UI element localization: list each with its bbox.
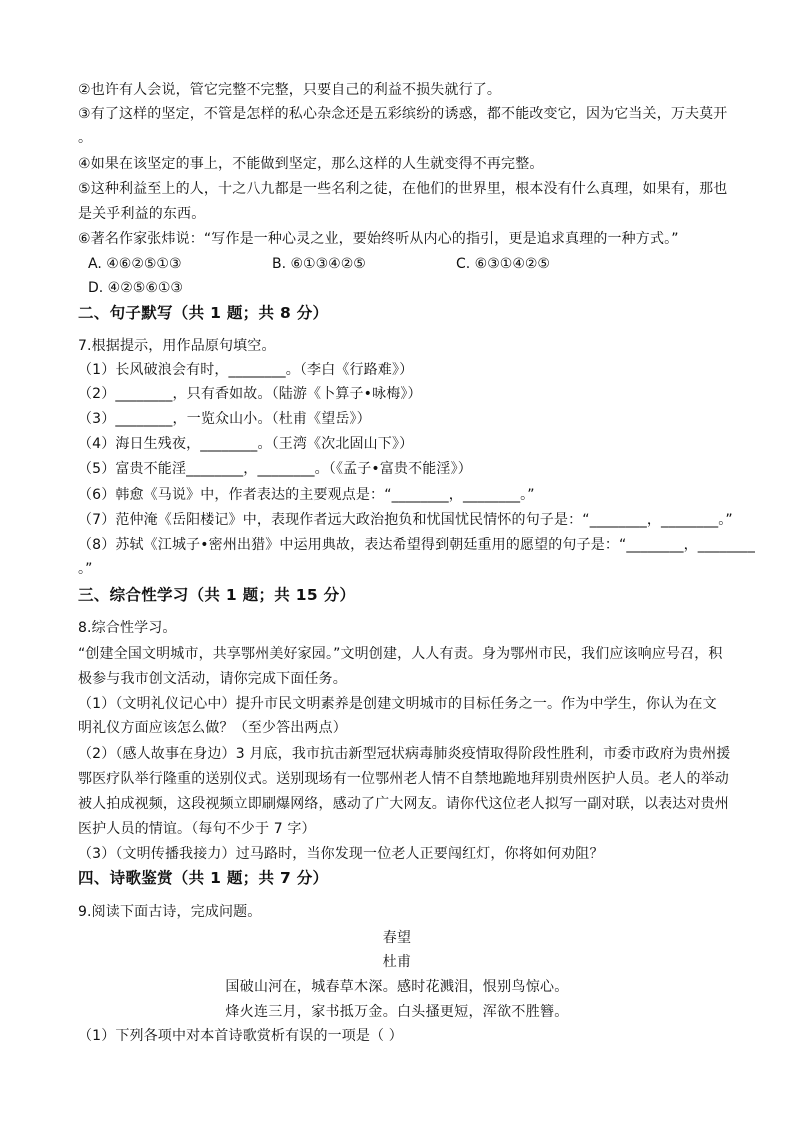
q6-sentence-6: ⑥著名作家张炜说：“写作是一种心灵之业，要始终听从内心的指引，更是追求真理的一种方式。” <box>78 231 679 247</box>
poem-line-1: 国破山河在，城春草木深。感时花溅泪，恨别鸟惊心。 <box>225 979 569 995</box>
q7-item-2: （2）________，只有香如故。（陆游《卜算子•咏梅》） <box>78 386 422 402</box>
q7-item-4: （4）海日生残夜，________。（王湾《次北固山下》） <box>78 436 414 452</box>
q9-prompt: 9.阅读下面古诗，完成问题。 <box>78 904 262 920</box>
q6-sentence-2: ②也许有人会说，管它完整不完整，只要自己的利益不损失就行了。 <box>78 82 502 98</box>
section-heading-recitation: 二、句子默写（共 1 题；共 8 分） <box>78 304 329 322</box>
poem-line-2: 烽火连三月，家书抵万金。白头搔更短，浑欲不胜簪。 <box>225 1004 569 1020</box>
q9-subquestion-1: （1）下列各项中对本首诗歌赏析有误的一项是（ ） <box>78 1028 403 1044</box>
q7-prompt: 7.根据提示，用作品原句填空。 <box>78 338 276 354</box>
q8-task-2: （2）（感人故事在身边）3 月底，我市抗击新型冠状病毒肺炎疫情取得阶段性胜利，市委市政府为贵州援 <box>78 746 731 762</box>
q6-option-b: B. ⑥①③④②⑤ <box>272 256 366 272</box>
q8-task-2-cont-2: 被人拍成视频，这段视频立即刷爆网络，感动了广大网友。请你代这位老人拟写一副对联，以表达对贵州 <box>78 796 729 812</box>
q8-task-1: （1）（文明礼仪记心中）提升市民文明素养是创建文明城市的目标任务之一。作为中学生，你认为在文 <box>78 696 717 712</box>
q7-item-3: （3）________，一览众山小。（杜甫《望岳》） <box>78 411 371 427</box>
q6-sentence-3-end: 。 <box>78 130 93 146</box>
section-heading-comprehensive: 三、综合性学习（共 1 题；共 15 分） <box>78 586 356 604</box>
section-heading-poetry: 四、诗歌鉴赏（共 1 题；共 7 分） <box>78 869 329 887</box>
q8-prompt: 8.综合性学习。 <box>78 620 177 636</box>
poem-title: 春望 <box>382 930 412 946</box>
q8-task-1-cont: 明礼仪方面应该怎么做？（至少答出两点） <box>78 720 347 736</box>
q7-item-1: （1）长风破浪会有时，________。（李白《行路难》） <box>78 362 414 378</box>
q8-intro-line-2: 极参与我市创文活动，请你完成下面任务。 <box>78 671 347 687</box>
q6-sentence-5-cont: 是关乎利益的东西。 <box>78 206 206 222</box>
q7-item-8: （8）苏轼《江城子•密州出猎》中运用典故，表达希望得到朝廷重用的愿望的句子是：“________，________ <box>78 537 755 553</box>
q8-task-3: （3）（文明传播我接力）过马路时，当你发现一位老人正要闯红灯，你将如何劝阻？ <box>78 846 604 862</box>
q7-item-6: （6）韩愈《马说》中，作者表达的主要观点是：“________，________。” <box>78 487 535 503</box>
q6-option-a: A. ④⑥②⑤①③ <box>88 256 182 272</box>
q6-sentence-3: ③有了这样的坚定，不管是怎样的私心杂念还是五彩缤纷的诱惑，都不能改变它，因为它当关，万夫莫开 <box>78 106 728 122</box>
q7-item-8-end: 。” <box>78 561 93 577</box>
q6-option-c: C. ⑥③①④②⑤ <box>456 256 550 272</box>
poem-author: 杜甫 <box>382 954 412 970</box>
q8-task-2-cont-3: 医护人员的情谊。（每句不少于 7 字） <box>78 821 316 837</box>
q6-option-d: D. ④②⑤⑥①③ <box>88 280 183 296</box>
q7-item-5: （5）富贵不能淫________，________。（《孟子•富贵不能淫》） <box>78 461 472 477</box>
q7-item-7: （7）范仲淹《岳阳楼记》中，表现作者远大政治抱负和忧国忧民情怀的句子是：“________，________。” <box>78 512 733 528</box>
q6-sentence-4: ④如果在该坚定的事上，不能做到坚定，那么这样的人生就变得不再完整。 <box>78 156 544 172</box>
q8-task-2-cont-1: 鄂医疗队举行隆重的送别仪式。送别现场有一位鄂州老人情不自禁地跪地拜别贵州医护人员。老人的举动 <box>78 771 729 787</box>
q6-sentence-5: ⑤这种利益至上的人，十之八九都是一些名利之徒，在他们的世界里，根本没有什么真理，如果有，那也 <box>78 181 728 197</box>
q8-intro-line-1: “创建全国文明城市，共享鄂州美好家园。”文明创建，人人有责。身为鄂州市民，我们应该响应号召，积 <box>78 646 723 662</box>
